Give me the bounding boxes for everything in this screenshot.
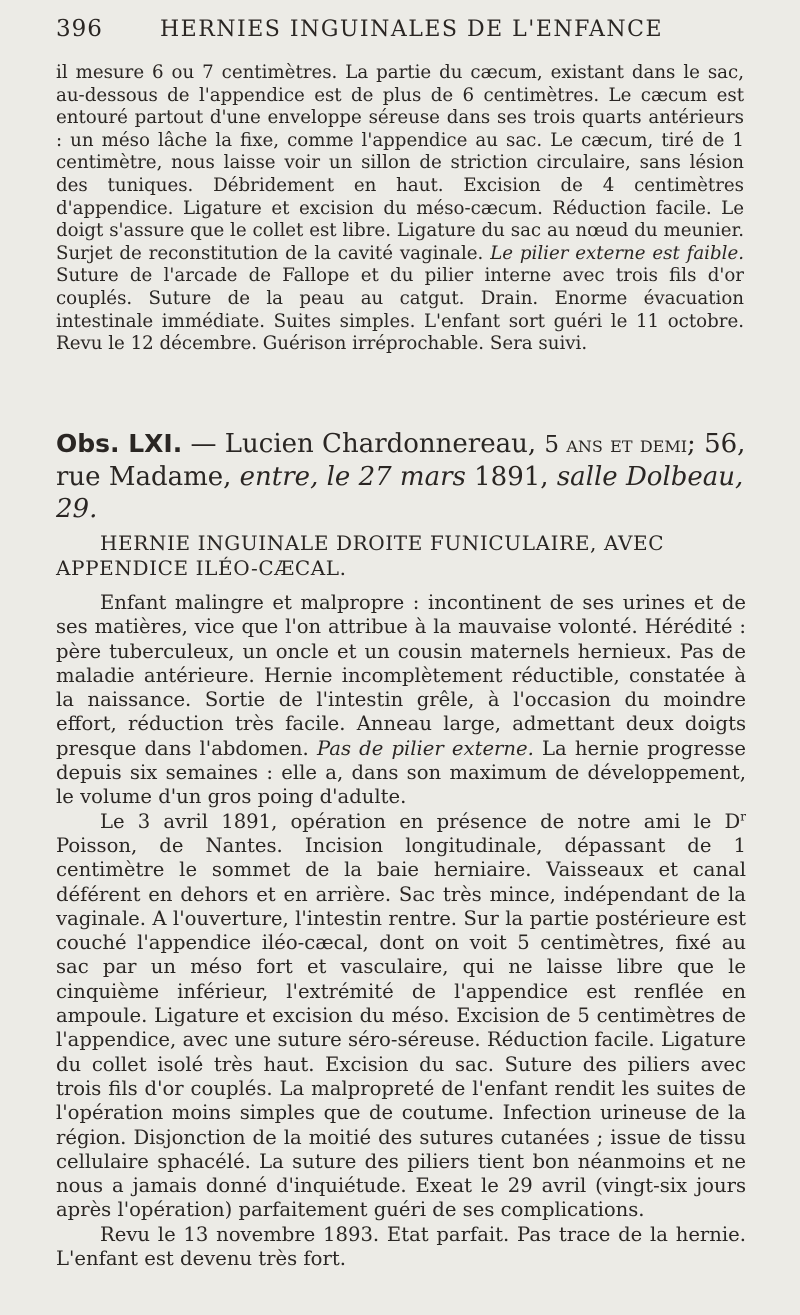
case-paragraph-1: Enfant malingre et malpropre : incontinent de ses urines et de ses matières, vice que l'on attribue à la mauvaise volonté. Hérédité : père tuberculeux, un oncle et un cousin maternels hernieux. Pas de maladie antérieure. Hernie incomplètement réductible, constatée à la naissance. Sortie de l'intestin grêle, à l'occasion du moindre effort, réduction très facile. Anneau large, admettant deux doigts presque dans l'abdomen. Pas de pilier externe. La hernie progresse depuis six semaines : elle a, dans son maximum de développement, le volume d'un gros poing d'adulte. <box>56 591 747 809</box>
italic-phrase: Pas de pilier externe. <box>316 736 534 760</box>
entry-date: entre, le 27 mars <box>239 462 466 492</box>
patient-address: ; 56, rue Madame, <box>56 429 746 492</box>
patient-age: 5 ans et demi <box>544 432 688 458</box>
patient-name: Lucien Chardonnereau, <box>224 429 545 459</box>
observation-section <box>56 428 746 1271</box>
case-body <box>56 591 746 1271</box>
case-paragraph-3: Revu le 13 novembre 1893. Etat parfait. Pas trace de la hernie. L'enfant est devenu très fort. <box>56 1222 746 1271</box>
case-title-line-2: APPENDICE ILÉO-CÆCAL. <box>56 556 347 580</box>
running-header <box>0 14 800 54</box>
case-title-line-1: HERNIE INGUINALE DROITE FUNICULAIRE, AVEC <box>100 531 665 555</box>
case-title <box>56 531 746 581</box>
page-number: 396 <box>56 16 103 42</box>
running-title: HERNIES INGUINALES DE L'ENFANCE <box>160 17 664 42</box>
observation-heading: Obs. LXI. — Lucien Chardonnereau, 5 ans et demi; 56, rue Madame, entre, le 27 mars 1891, salle Dolbeau, 29. <box>56 429 746 524</box>
ward: salle Dolbeau, 29. <box>56 462 744 524</box>
italic-phrase: Le pilier externe est faible. <box>490 242 744 264</box>
superscript: r <box>740 809 746 824</box>
observation-label: Obs. LXI. <box>56 429 183 458</box>
continued-paragraph <box>56 62 744 356</box>
continued-text: il mesure 6 ou 7 centimètres. La partie du cæcum, existant dans le sac, au-dessous de l'appendice est de plus de 6 centimètres. Le cæcum est entouré partout d'une enveloppe séreuse dans ses trois quarts antérieurs : un méso lâche la fixe, comme l'appendice au sac. Le cæcum, tiré de 1 centimètre, nous laisse voir un sillon de striction circulaire, sans lésion des tuniques. Débridement en haut. Excision de 4 centimètres d'appendice. Ligature et excision du méso-cæcum. Réduction facile. Le doigt s'assure que le collet est libre. Ligature du sac au nœud du meunier. Surjet de reconstitution de la cavité vaginale. Le pilier externe est faible. Suture de l'arcade de Fallope et du pilier interne avec trois fils d'or couplés. Suture de la peau au catgut. Drain. Enorme évacuation intestinale immédiate. Suites simples. L'enfant sort guéri le 11 octobre. Revu le 12 décembre. Guérison irréprochable. Sera suivi. <box>56 62 744 355</box>
case-paragraph-2: Le 3 avril 1891, opération en présence de notre ami le $D^r$ Poisson, de Nantes. Incision longitudinale, dépassant de 1 centimètre le sommet de la baie herniaire. Vaisseaux et canal déférent en dehors et en arrière. Sac très mince, indépendant de la vaginale. A l'ouverture, l'intestin rentre. Sur la partie postérieure est couché l'appendice iléo-cæcal, dont on voit 5 centimètres, fixé au sac par un méso fort et vasculaire, qui ne laisse libre que le cinquième inférieur, l'extrémité de l'appendice est renflée en ampoule. Ligature et excision du méso. Excision de 5 centimètres de l'appendice, avec une suture séro-séreuse. Réduction facile. Ligature du collet isolé très haut. Excision du sac. Suture des piliers avec trois fils d'or couplés. La malpropreté de l'enfant rendit les suites de l'opération moins simples que de coutume. Infection urineuse de la région. Disjonction de la moitié des sutures cutanées ; issue de tissu cellulaire sphacélé. La suture des piliers tient bon néanmoins et ne nous a jamais donné d'inquiétude. Exeat le 29 avril (vingt-six jours après l'opération) parfaitement guéri de ses complications. <box>56 809 746 1222</box>
